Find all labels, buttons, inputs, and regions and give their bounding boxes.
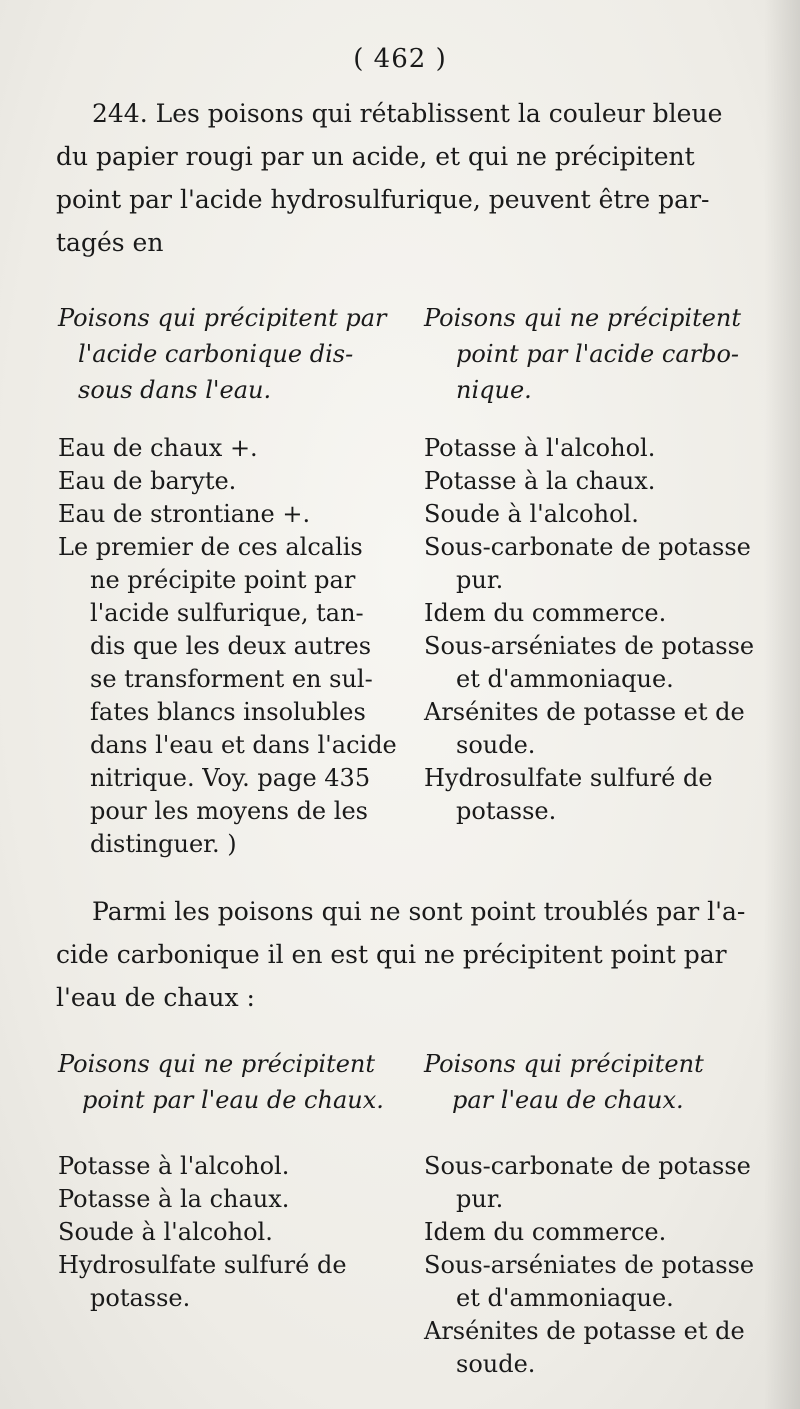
list-item: potasse. — [456, 797, 557, 825]
section2-right-heading — [424, 1046, 754, 1118]
list-item: et d'ammoniaque. — [456, 1284, 674, 1312]
page-number: ( 462 ) — [353, 44, 447, 74]
heading-line: nique. — [456, 376, 532, 404]
list-item: se transforment en sul- — [90, 665, 373, 693]
heading-line: sous dans l'eau. — [78, 376, 272, 404]
list-item: Soude à l'alcohol. — [58, 1218, 273, 1246]
list-item: Soude à l'alcohol. — [424, 500, 639, 528]
list-item: pour les moyens de les — [90, 797, 368, 825]
intro-line: 244. Les poisons qui rétablissent la couleur bleue — [92, 99, 723, 128]
list-item: nitrique. Voy. page 435 — [90, 764, 371, 792]
section2-right-list — [424, 1150, 754, 1381]
section1-left-heading — [58, 300, 398, 408]
intro-paragraph — [56, 92, 756, 264]
list-item: Potasse à la chaux. — [424, 467, 656, 495]
list-item: pur. — [456, 566, 504, 594]
intro-line: point par l'acide hydrosulfurique, peuvent être par- — [56, 185, 710, 214]
middle-line: cide carbonique il en est qui ne précipitent point par — [56, 940, 727, 969]
heading-line: Poisons qui précipitent par — [58, 304, 387, 332]
list-item: distinguer. ) — [90, 830, 237, 858]
middle-line: l'eau de chaux : — [56, 983, 255, 1012]
intro-line: tagés en — [56, 228, 164, 257]
heading-line: Poisons qui ne précipitent — [424, 304, 742, 332]
list-item: Idem du commerce. — [424, 599, 667, 627]
heading-line: par l'eau de chaux. — [452, 1086, 684, 1114]
list-item: Idem du commerce. — [424, 1218, 667, 1246]
section1-right-heading — [424, 300, 754, 408]
list-item: potasse. — [90, 1284, 191, 1312]
list-item: Eau de baryte. — [58, 467, 237, 495]
list-item: Hydrosulfate sulfuré de — [58, 1251, 347, 1279]
list-item: Eau de chaux +. — [58, 434, 258, 462]
list-item: dans l'eau et dans l'acide — [90, 731, 397, 759]
list-item: soude. — [456, 731, 536, 759]
list-item: Le premier de ces alcalis — [58, 533, 363, 561]
list-item: Potasse à l'alcohol. — [424, 434, 656, 462]
list-item: et d'ammoniaque. — [456, 665, 674, 693]
heading-line: Poisons qui ne précipitent — [58, 1050, 376, 1078]
heading-line: point par l'acide carbo- — [456, 340, 740, 368]
section1-left-list — [58, 432, 398, 861]
list-item: Arsénites de potasse et de — [424, 1317, 745, 1345]
list-item: Eau de strontiane +. — [58, 500, 311, 528]
list-item: Sous-carbonate de potasse — [424, 1152, 751, 1180]
middle-paragraph — [56, 890, 756, 1019]
list-item: Potasse à l'alcohol. — [58, 1152, 290, 1180]
list-item: dis que les deux autres — [90, 632, 372, 660]
list-item: ne précipite point par — [90, 566, 356, 594]
list-item: l'acide sulfurique, tan- — [90, 599, 364, 627]
section2-left-heading — [58, 1046, 398, 1118]
list-item: pur. — [456, 1185, 504, 1213]
list-item: Sous-arséniates de potasse — [424, 632, 755, 660]
list-item: Potasse à la chaux. — [58, 1185, 290, 1213]
heading-line: Poisons qui précipitent — [424, 1050, 704, 1078]
page-edge-shadow — [764, 0, 800, 1409]
heading-line: point par l'eau de chaux. — [82, 1086, 384, 1114]
list-item: soude. — [456, 1350, 536, 1378]
section1-right-list — [424, 432, 754, 828]
heading-line: l'acide carbonique dis- — [78, 340, 354, 368]
list-item: Hydrosulfate sulfuré de — [424, 764, 713, 792]
list-item: Sous-carbonate de potasse — [424, 533, 751, 561]
section2-left-list — [58, 1150, 398, 1315]
list-item: fates blancs insolubles — [90, 698, 366, 726]
middle-line: Parmi les poisons qui ne sont point troublés par l'a- — [92, 897, 746, 926]
list-item: Arsénites de potasse et de — [424, 698, 745, 726]
intro-line: du papier rougi par un acide, et qui ne précipitent — [56, 142, 695, 171]
list-item: Sous-arséniates de potasse — [424, 1251, 755, 1279]
